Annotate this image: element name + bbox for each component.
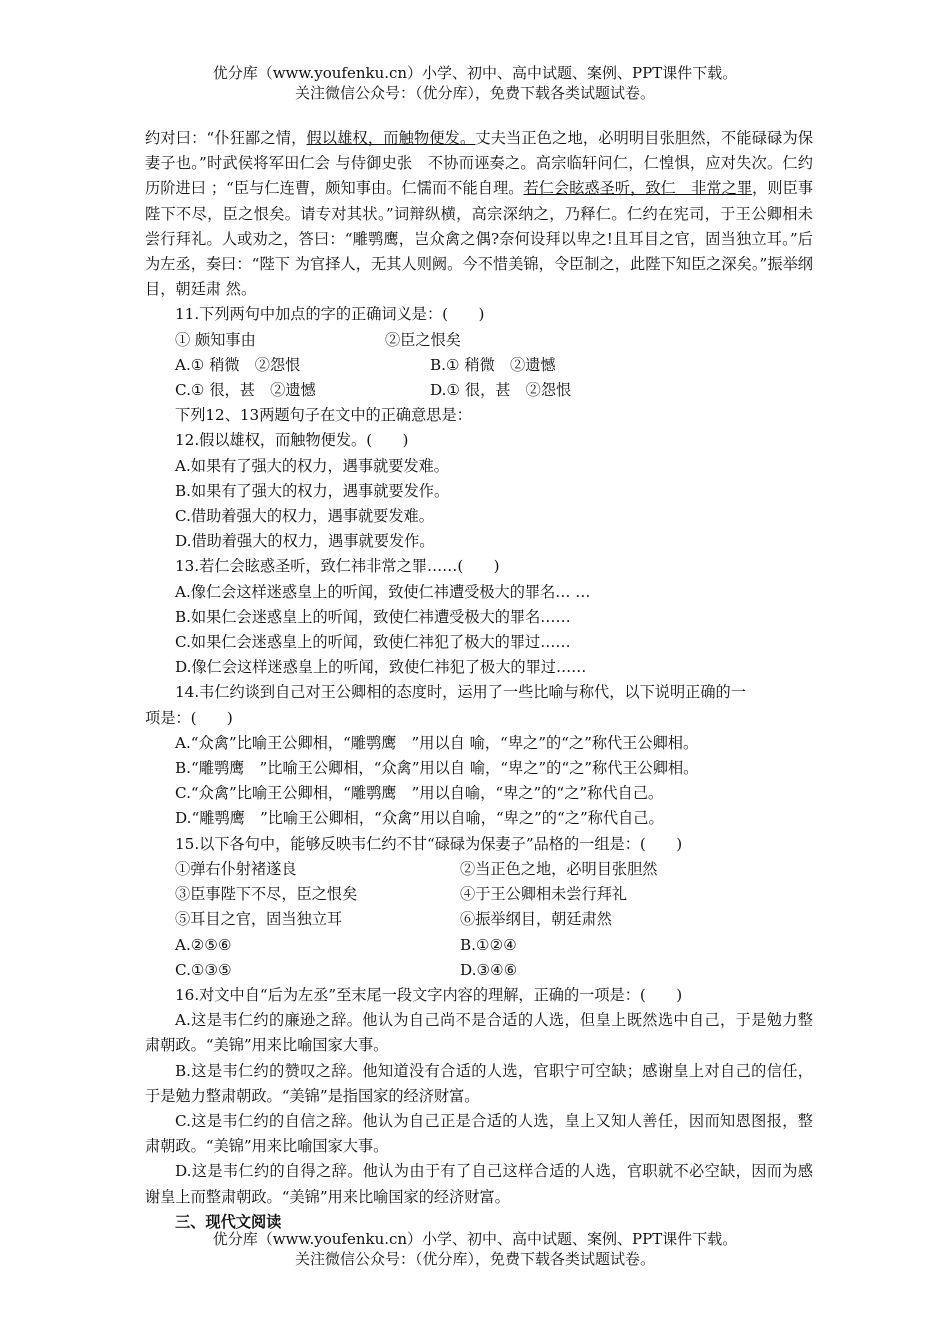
question-11-item: ① 颇知事由	[175, 330, 256, 349]
option: C.“众禽”比喻王公卿相，“雕鹗鹰 ”用以自喻，“卑之”的“之”称代自己。	[175, 784, 664, 803]
option: A.如果有了强大的权力，遇事就要发难。	[175, 456, 449, 475]
option: C.如果仁会迷惑皇上的听闻，致使仁祎犯了极大的罪过……	[175, 633, 571, 652]
question-15-items	[145, 857, 813, 882]
question-15-items	[145, 882, 813, 907]
question-11-items	[145, 328, 813, 353]
question-15-item: ⑥振举纲目，朝廷肃然	[460, 910, 612, 929]
passage-paragraph	[145, 126, 813, 302]
option: D.借助着强大的权力，遇事就要发作。	[175, 532, 435, 551]
question-14-stem: 14.韦仁约谈到自己对王公卿相的态度时，运用了一些比喻与称代，以下说明正确的一	[175, 683, 746, 702]
question-15-options	[145, 933, 813, 958]
option: B.如果仁会迷惑皇上的听闻，致使仁祎遭受极大的罪名……	[175, 607, 571, 626]
question-11-options	[145, 378, 813, 403]
question-11-options	[145, 353, 813, 378]
option: B.如果有了强大的权力，遇事就要发作。	[175, 481, 450, 500]
question-15-options	[145, 958, 813, 983]
option: C.借助着强大的权力，遇事就要发难。	[175, 507, 434, 526]
option: B.“雕鹗鹰 ”比喻王公卿相，“众禽”用以自 喻，“卑之”的“之”称代王公卿相。	[175, 759, 699, 778]
passage-text: 约对曰：“仆狂鄙之情，	[145, 129, 307, 147]
underlined-sentence: 假以雄权，而触物便发。	[306, 129, 476, 147]
question-15-item: ⑤耳目之官，固当独立耳	[175, 910, 343, 929]
underlined-sentence: 若仁会眩惑圣听，致仁 非常之罪	[523, 179, 753, 198]
question-15-item: ①弹右仆射褚遂良	[175, 859, 297, 878]
question-15-item: ④于王公卿相未尝行拜礼	[460, 885, 628, 904]
page-footer	[0, 1229, 950, 1269]
option: C.这是韦仁约的自信之辞。他认为自己正是合适的人选，皇上又知人善任，因而知恩图报，整肃朝政。“美锦”用来比喻国家大事。	[145, 1111, 813, 1156]
document-body	[145, 126, 813, 1235]
question-12-stem: 12.假以雄权，而触物便发。( )	[175, 431, 409, 450]
question-15-item: ②当正色之地，必明目张胆然	[460, 859, 658, 878]
question-14-stem-continued: 项是：( )	[145, 708, 233, 727]
option: B.这是韦仁约的赞叹之辞。他知道没有合适的人选，官职宁可空缺；感谢皇上对自己的信任，于是勉力整肃朝政。“美锦”是指国家的经济财富。	[145, 1061, 813, 1105]
question-13-stem: 13.若仁会眩惑圣听，致仁祎非常之罪……( )	[175, 557, 500, 576]
question-15-items	[145, 907, 813, 932]
option: A.① 稍微 ②怨恨	[175, 355, 301, 374]
header-line-2: 关注微信公众号：（优分库），免费下载各类试题试卷。	[294, 84, 655, 102]
option: C.① 很，甚 ②遗憾	[175, 381, 316, 400]
option: B.①②④	[460, 935, 517, 954]
option: D.“雕鹗鹰 ”比喻王公卿相，“众禽”用以自喻，“卑之”的“之”称代自己。	[175, 809, 664, 828]
option: D.① 很，甚 ②怨恨	[430, 381, 572, 400]
question-15-item: ③臣事陛下不尽，臣之恨矣	[175, 885, 358, 904]
question-16-stem: 16.对文中自“后为左丞”至末尾一段文字内容的理解，正确的一项是：( )	[175, 985, 683, 1004]
option: A.这是韦仁约的廉逊之辞。他认为自己尚不是合适的人选，但皇上既然选中自己，于是勉力整肃朝政。“美锦”用来比喻国家大事。	[145, 1011, 813, 1055]
option: A.像仁会这样迷惑皇上的听闻，致使仁祎遭受极大的罪名… …	[175, 582, 591, 601]
option: D.像仁会这样迷惑皇上的听闻，致使仁祎犯了极大的罪过……	[175, 658, 587, 677]
footer-line-1: 优分库（www.youfenku.cn）小学、初中、高中试题、案例、PPT课件下载。	[212, 1230, 738, 1248]
question-11-stem: 11.下列两句中加点的字的正确词义是：( )	[175, 305, 485, 324]
page-header	[0, 63, 950, 103]
header-line-1: 优分库（www.youfenku.cn）小学、初中、高中试题、案例、PPT课件下载。	[212, 64, 738, 82]
option: A.“众禽”比喻王公卿相，“雕鹗鹰 ”用以自 喻，“卑之”的“之”称代王公卿相。	[175, 733, 699, 752]
questions-12-13-intro: 下列12、13两题句子在文中的正确意思是：	[175, 406, 472, 425]
question-15-stem: 15.以下各句中，能够反映韦仁约不甘“碌碌为保妻子”品格的一组是：( )	[175, 834, 683, 853]
option: B.① 稍微 ②遗憾	[430, 355, 556, 374]
option: D.这是韦仁约的自得之辞。他认为由于有了自己这样合适的人选，官职就不必空缺，因而为感谢皇上而整肃朝政。“美锦”用来比喻国家的经济财富。	[145, 1162, 813, 1206]
footer-line-2: 关注微信公众号：（优分库），免费下载各类试题试卷。	[294, 1250, 655, 1268]
option: D.③④⑥	[460, 960, 518, 979]
question-11-item: ②臣之恨矣	[385, 330, 461, 349]
option: C.①③⑤	[175, 960, 232, 979]
option: A.②⑤⑥	[175, 935, 232, 954]
passage-text: ，则臣事陛下不尽，臣之恨矣。请专对其状。”词辩纵横，高宗深纳之，乃释仁。仁约在宪司，于王公卿相未尝行拜礼。人或劝之，答曰：“雕鹗鹰，岂众禽之偶?奈何设拜以卑之!且耳目之官，固当独立耳。”后为左丞，奏曰：“陛下 为官择人，无其人则阙。今不惜美锦，令臣制之，此陛下知臣之深矣。”振举纲目，朝廷肃 然。	[145, 179, 814, 299]
section-heading: 三、现代文阅读	[175, 1212, 282, 1231]
passage-text: 丈夫当正色之地，必明明目张胆然，不能碌碌为保妻子也。”时武侯将军田仁会 与侍御史张 不协而诬奏之。高宗临轩问仁，仁惶惧，应对失次。仁约历阶进曰 ；“臣与仁连曹，颇知事由。仁懦而不能自理。	[145, 129, 814, 198]
